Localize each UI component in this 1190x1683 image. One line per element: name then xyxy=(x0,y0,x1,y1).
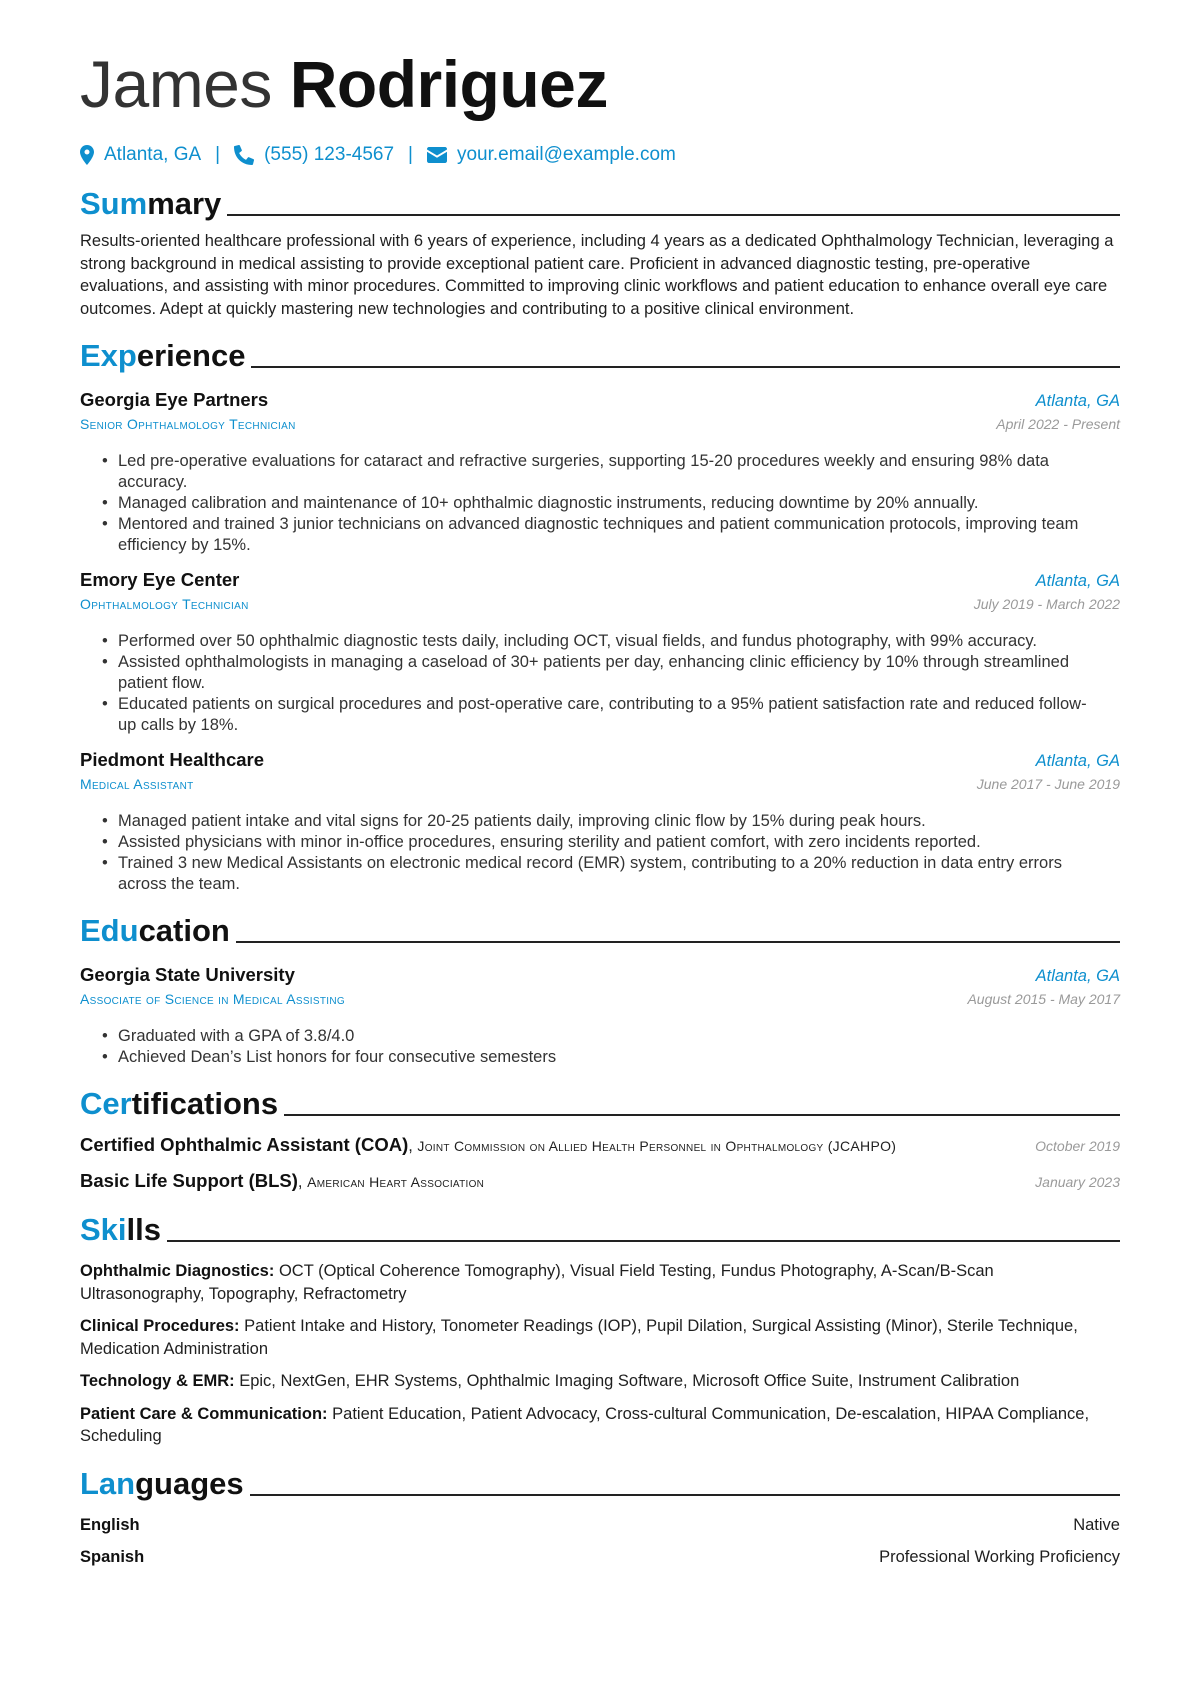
bullet-item: • Educated patients on surgical procedures and post-operative care, contributing to a 95% patient satisfaction rate and reduced follow-up calls by 18%. xyxy=(118,694,1120,736)
education-entry xyxy=(80,963,1120,1068)
language-proficiency: Professional Working Proficiency xyxy=(879,1547,1120,1566)
experience-entry xyxy=(80,748,1120,895)
bullet-item: • Led pre-operative evaluations for cataract and refractive surgeries, supporting 15-20 procedures weekly and ensuring 98% data accuracy. xyxy=(118,451,1120,493)
language-entry xyxy=(80,1514,1120,1536)
certification-issuer: American Heart Association xyxy=(307,1174,485,1190)
job-title: Ophthalmology Technician xyxy=(80,596,249,612)
first-name: James xyxy=(80,47,272,121)
bullet-item: • Achieved Dean’s List honors for four consecutive semesters xyxy=(118,1047,1120,1068)
languages-section-header xyxy=(80,1462,1120,1502)
bullet-item: • Assisted physicians with minor in-office procedures, ensuring sterility and patient comfort, with zero incidents reported. xyxy=(118,832,1120,853)
summary-text: Results-oriented healthcare professional with 6 years of experience, including 4 years as a dedicated Ophthalmology Technician, leveraging a strong background in medical assisting to provide exceptional patient care. Proficient in advanced diagnostic testing, pre-operative evaluations, and assisting with minor procedures. Committed to improving clinic workflows and patient education to enhance overall eye care outcomes. Adept at quickly mastering new technologies and contributing to a positive clinical environment. xyxy=(80,232,1114,318)
job-title: Medical Assistant xyxy=(80,776,194,792)
section-title-accent: Ski xyxy=(80,1212,127,1247)
section-title xyxy=(80,1212,161,1248)
job-bullets xyxy=(80,451,1120,556)
experience-entry xyxy=(80,388,1120,556)
employer-name: Piedmont Healthcare xyxy=(80,749,265,770)
language-name: English xyxy=(80,1515,140,1534)
certification-date: October 2019 xyxy=(1035,1138,1120,1154)
section-title-accent: Exp xyxy=(80,338,137,373)
contact-separator: | xyxy=(408,144,413,165)
skill-list: Patient Intake and History, Tonometer Readings (IOP), Pupil Dilation, Surgical Assisting (Minor), Sterile Technique, Medication Administration xyxy=(80,1317,1078,1358)
section-title-rest: lls xyxy=(126,1212,161,1247)
contact-email[interactable] xyxy=(427,144,676,166)
section-rule xyxy=(250,1494,1120,1496)
contact-location xyxy=(80,144,201,166)
bullet-item: • Trained 3 new Medical Assistants on electronic medical record (EMR) system, contributing to a 20% reduction in data entry errors across the team. xyxy=(118,853,1120,895)
language-proficiency: Native xyxy=(1073,1515,1120,1534)
bullet-item: • Managed calibration and maintenance of 10+ ophthalmic diagnostic instruments, reducing downtime by 20% annually. xyxy=(118,493,1120,514)
skill-group xyxy=(80,1403,1120,1448)
experience-section-header xyxy=(80,334,1120,374)
section-title xyxy=(80,913,230,949)
skills-section-header xyxy=(80,1208,1120,1248)
job-bullets xyxy=(80,811,1120,895)
contact-bar xyxy=(80,142,1120,168)
section-rule xyxy=(251,366,1120,368)
bullet-item: • Mentored and trained 3 junior technicians on advanced diagnostic techniques and patient communication protocols, improving team efficiency by 15%. xyxy=(118,514,1120,556)
section-rule xyxy=(227,214,1120,216)
job-location: Atlanta, GA xyxy=(1035,752,1120,770)
location-text: Atlanta, GA xyxy=(104,144,202,165)
bullet-item: • Managed patient intake and vital signs for 20-25 patients daily, improving clinic flow by 15% during peak hours. xyxy=(118,811,1120,832)
skill-list: OCT (Optical Coherence Tomography), Visual Field Testing, Fundus Photography, A-Scan/B-Scan Ultrasonography, Topography, Refractometry xyxy=(80,1262,994,1303)
section-title-rest: erience xyxy=(136,338,246,373)
bullet-item: • Assisted ophthalmologists in managing a caseload of 30+ patients per day, enhancing clinic efficiency by 10% through streamlined patient flow. xyxy=(118,652,1120,694)
last-name: Rodriguez xyxy=(289,47,608,121)
certification-date: January 2023 xyxy=(1035,1174,1120,1190)
phone-icon xyxy=(234,145,254,165)
education-bullets xyxy=(80,1026,1120,1068)
language-name: Spanish xyxy=(80,1547,145,1566)
skill-category: Technology & EMR: xyxy=(80,1372,235,1390)
job-title: Senior Ophthalmology Technician xyxy=(80,416,296,432)
certification-name: Certified Ophthalmic Assistant (COA) xyxy=(80,1134,409,1155)
certification-entry: Basic Life Support (BLS), American Heart Association January 2023 xyxy=(80,1170,1120,1194)
section-title xyxy=(80,338,245,374)
school-location: Atlanta, GA xyxy=(1035,967,1120,985)
employer-name: Emory Eye Center xyxy=(80,569,240,590)
skill-group xyxy=(80,1260,1120,1305)
section-title-rest: mary xyxy=(147,186,222,221)
skill-list: Patient Education, Patient Advocacy, Cross-cultural Communication, De-escalation, HIPAA Compliance, Scheduling xyxy=(80,1404,1090,1445)
employer-name: Georgia Eye Partners xyxy=(80,389,269,410)
skill-list: Epic, NextGen, EHR Systems, Ophthalmic Imaging Software, Microsoft Office Suite, Instrument Calibration xyxy=(239,1372,1020,1390)
education-dates: August 2015 - May 2017 xyxy=(967,991,1120,1007)
job-dates: April 2022 - Present xyxy=(996,416,1120,432)
section-title-accent: Sum xyxy=(80,186,148,221)
section-title-accent: Cer xyxy=(80,1086,132,1121)
certification-name: Basic Life Support (BLS) xyxy=(80,1170,298,1191)
map-pin-icon xyxy=(80,145,94,165)
phone-text[interactable]: (555) 123-4567 xyxy=(264,144,395,165)
degree-title: Associate of Science in Medical Assisting xyxy=(80,991,345,1007)
job-location: Atlanta, GA xyxy=(1035,572,1120,590)
certification-entry: Certified Ophthalmic Assistant (COA), Joint Commission on Allied Health Personnel in Ophthalmology (JCAHPO) October 2019 xyxy=(80,1134,1120,1158)
envelope-icon xyxy=(427,147,447,163)
skill-category: Patient Care & Communication: xyxy=(80,1404,328,1423)
section-rule xyxy=(167,1240,1120,1242)
section-title-rest: cation xyxy=(138,913,230,948)
language-entry xyxy=(80,1546,1120,1568)
section-title-accent: Lan xyxy=(80,1465,136,1501)
education-section-header xyxy=(80,909,1120,949)
email-text[interactable]: your.email@example.com xyxy=(456,144,676,165)
job-dates: June 2017 - June 2019 xyxy=(976,776,1120,792)
contact-separator: | xyxy=(215,144,221,165)
section-title-rest: tifications xyxy=(131,1086,279,1121)
section-title-rest: guages xyxy=(135,1465,244,1501)
section-title xyxy=(80,1086,278,1122)
candidate-name xyxy=(80,44,1120,124)
certifications-section-header xyxy=(80,1082,1120,1122)
job-bullets xyxy=(80,631,1120,736)
certification-issuer: Joint Commission on Allied Health Personnel in Ophthalmology (JCAHPO) xyxy=(417,1138,897,1154)
section-rule xyxy=(284,1114,1120,1116)
section-title xyxy=(80,186,221,222)
experience-entry xyxy=(80,568,1120,736)
section-title-accent: Edu xyxy=(80,913,139,948)
skill-category: Clinical Procedures: xyxy=(80,1317,240,1335)
contact-phone[interactable] xyxy=(234,144,394,166)
section-rule xyxy=(236,941,1120,943)
skill-category: Ophthalmic Diagnostics: xyxy=(80,1262,275,1280)
job-location: Atlanta, GA xyxy=(1035,392,1120,410)
section-title xyxy=(80,1466,244,1502)
bullet-item: • Graduated with a GPA of 3.8/4.0 xyxy=(118,1026,1120,1047)
school-name: Georgia State University xyxy=(80,964,295,985)
job-dates: July 2019 - March 2022 xyxy=(973,596,1120,612)
summary-section-header xyxy=(80,182,1120,222)
skill-group xyxy=(80,1370,1120,1393)
bullet-item: • Performed over 50 ophthalmic diagnostic tests daily, including OCT, visual fields, and fundus photography, with 99% accuracy. xyxy=(118,631,1120,652)
skill-group xyxy=(80,1315,1120,1360)
